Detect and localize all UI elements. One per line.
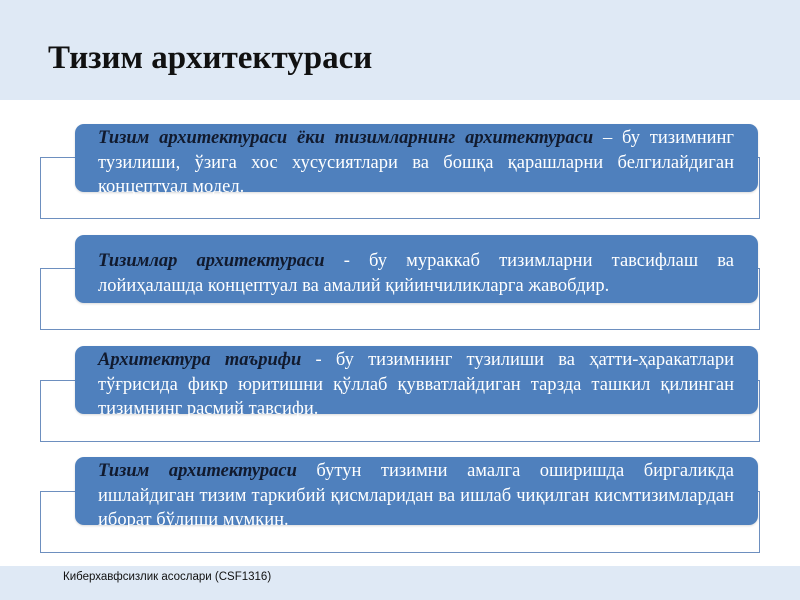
- slide-title: Тизим архитектураси: [48, 40, 373, 76]
- definition-card-1: [75, 124, 758, 197]
- definition-term-2: Тизимлар архитектураси: [98, 251, 325, 271]
- definition-term-4: Тизим архитектураси: [98, 461, 297, 481]
- definition-text-1: [98, 126, 734, 200]
- definition-term-1: Тизим архитектураси ёки тизимларнинг архитектураси: [98, 128, 594, 148]
- definition-text-3: [98, 348, 734, 422]
- definition-text-4: [98, 459, 734, 533]
- footer-course-label: Киберхавфсизлик асослари (CSF1316): [63, 571, 272, 583]
- definition-card-4: [75, 457, 758, 530]
- definition-term-3: Архитектура таърифи: [98, 350, 302, 370]
- definition-body-2: - бу мураккаб тизимларни тавсифлаш ва лойиҳалашда концептуал ва амалий қийинчиликларга жавобдир.: [98, 251, 734, 296]
- definition-body-4: бутун тизимни амалга оширишда биргаликда ишлайдиган тизим таркибий қисмларидан ва ишлаб чиқилган кисмтизимлардан иборат бўлиши мумкин.: [98, 461, 735, 530]
- definition-text-2: [98, 237, 734, 298]
- definition-card-2: [75, 235, 758, 303]
- definition-body-1: – бу тизимнинг тузилиши, ўзига хос хусусиятлари ва бошқа қарашларни белгилайдиган концептуал модел.: [98, 128, 734, 197]
- definition-card-3: [75, 346, 758, 419]
- definition-body-3: - бу тизимнинг тузилиши ва ҳатти-ҳаракатлари тўғрисида фикр юритишни қўллаб қувватлайдиган тарзда ташкил қилинган тизимнинг расмий тавсифи.: [98, 350, 734, 419]
